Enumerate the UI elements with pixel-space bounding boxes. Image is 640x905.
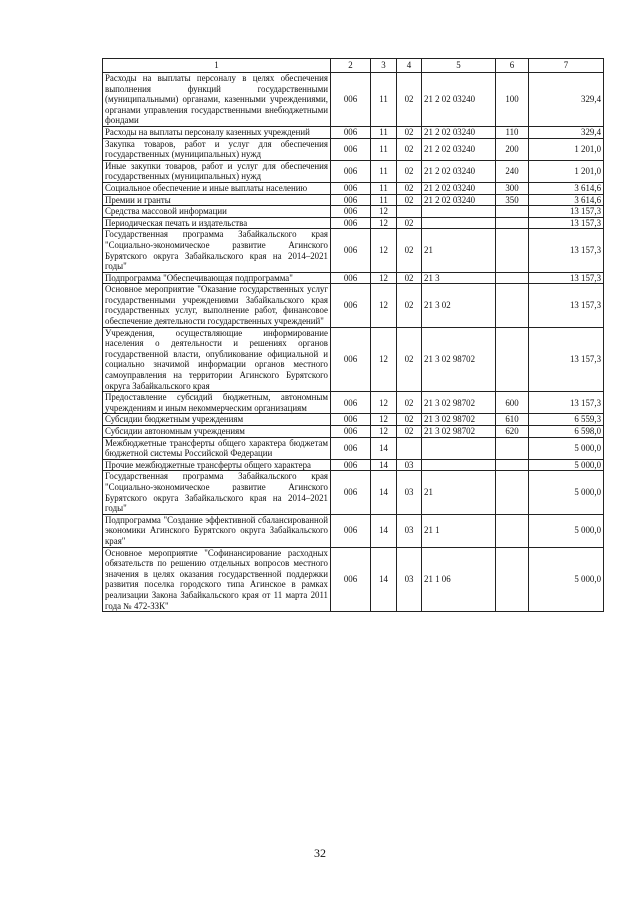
row-name-cell: Государственная программа Забайкальского края "Социально-экономическое развитие Агинского Бурятского округа Забайкальского края на 2014–2021 годы" — [103, 229, 331, 272]
section-code-cell: 12 — [371, 272, 397, 284]
amount-cell: 1 201,0 — [529, 138, 604, 160]
expense-type-cell — [496, 437, 529, 459]
ministry-code-cell: 006 — [331, 138, 371, 160]
table-row — [103, 414, 604, 426]
column-header: 6 — [496, 59, 529, 73]
subsection-code-cell — [397, 437, 422, 459]
subsection-code-cell: 03 — [397, 459, 422, 471]
row-name-cell: Основное мероприятие "Софинансирование расходных обязательств по решению отдельных вопросов местного значения в целях оказания государственной поддержки развития поселка городского типа Агинское в рамках реализации Закона Забайкальского края от 11 марта 2011 года № 472-ЗЗК" — [103, 547, 331, 612]
target-article-cell: 21 2 02 03240 — [422, 126, 496, 138]
expense-type-cell — [496, 547, 529, 612]
ministry-code-cell: 006 — [331, 284, 371, 327]
amount-cell: 13 157,3 — [529, 217, 604, 229]
expense-type-cell: 350 — [496, 194, 529, 206]
section-code-cell: 11 — [371, 138, 397, 160]
subsection-code-cell: 02 — [397, 426, 422, 438]
ministry-code-cell: 006 — [331, 160, 371, 182]
column-header: 4 — [397, 59, 422, 73]
section-code-cell: 14 — [371, 459, 397, 471]
table-row — [103, 471, 604, 514]
table-row — [103, 182, 604, 194]
row-name-cell: Предоставление субсидий бюджетным, автономным учреждениям и иным некоммерческим организациям — [103, 392, 331, 414]
table-row — [103, 426, 604, 438]
column-header: 5 — [422, 59, 496, 73]
target-article-cell — [422, 437, 496, 459]
subsection-code-cell: 02 — [397, 414, 422, 426]
expense-type-cell — [496, 514, 529, 547]
amount-cell: 6 598,0 — [529, 426, 604, 438]
amount-cell: 5 000,0 — [529, 459, 604, 471]
row-name-cell: Иные закупки товаров, работ и услуг для обеспечения государственных (муниципальных) нужд — [103, 160, 331, 182]
table-header-row — [103, 59, 604, 73]
amount-cell: 3 614,6 — [529, 194, 604, 206]
row-name-cell: Межбюджетные трансферты общего характера бюджетам бюджетной системы Российской Федерации — [103, 437, 331, 459]
ministry-code-cell: 006 — [331, 514, 371, 547]
row-name-cell: Социальное обеспечение и иные выплаты населению — [103, 182, 331, 194]
row-name-cell: Учреждения, осуществляющие информирование населения о деятельности и решениях органов государственной власти, опубликование официальной и социально значимой информации органов местного самоуправления на территории Агинского Бурятского округа Забайкальского края — [103, 327, 331, 392]
row-name-cell: Закупка товаров, работ и услуг для обеспечения государственных (муниципальных) нужд — [103, 138, 331, 160]
section-code-cell: 11 — [371, 73, 397, 127]
target-article-cell: 21 2 02 03240 — [422, 194, 496, 206]
expense-type-cell: 110 — [496, 126, 529, 138]
section-code-cell: 12 — [371, 284, 397, 327]
subsection-code-cell: 02 — [397, 138, 422, 160]
expense-type-cell — [496, 471, 529, 514]
row-name-cell: Субсидии бюджетным учреждениям — [103, 414, 331, 426]
ministry-code-cell: 006 — [331, 217, 371, 229]
target-article-cell: 21 — [422, 471, 496, 514]
subsection-code-cell: 02 — [397, 284, 422, 327]
amount-cell: 6 559,3 — [529, 414, 604, 426]
amount-cell: 329,4 — [529, 73, 604, 127]
expense-type-cell — [496, 327, 529, 392]
subsection-code-cell: 02 — [397, 217, 422, 229]
row-name-cell: Подпрограмма "Создание эффективной сбалансированной экономики Агинского Бурятского округа Забайкальского края" — [103, 514, 331, 547]
expense-type-cell — [496, 229, 529, 272]
expense-type-cell: 620 — [496, 426, 529, 438]
section-code-cell: 14 — [371, 471, 397, 514]
subsection-code-cell: 02 — [397, 126, 422, 138]
section-code-cell: 14 — [371, 514, 397, 547]
table-row — [103, 514, 604, 547]
expense-type-cell: 610 — [496, 414, 529, 426]
ministry-code-cell: 006 — [331, 437, 371, 459]
row-name-cell: Средства массовой информации — [103, 206, 331, 218]
section-code-cell: 14 — [371, 437, 397, 459]
expense-type-cell — [496, 206, 529, 218]
table-row — [103, 206, 604, 218]
target-article-cell — [422, 206, 496, 218]
row-name-cell: Подпрограмма "Обеспечивающая подпрограмма" — [103, 272, 331, 284]
target-article-cell: 21 2 02 03240 — [422, 73, 496, 127]
ministry-code-cell: 006 — [331, 392, 371, 414]
table-row — [103, 138, 604, 160]
expense-type-cell: 600 — [496, 392, 529, 414]
ministry-code-cell: 006 — [331, 459, 371, 471]
table-row — [103, 194, 604, 206]
amount-cell: 13 157,3 — [529, 392, 604, 414]
section-code-cell: 11 — [371, 160, 397, 182]
row-name-cell: Расходы на выплаты персоналу в целях обеспечения выполнения функций государственными (муниципальными) органами, казенными учреждениями, органами управления государственными внебюджетными фондами — [103, 73, 331, 127]
expense-type-cell: 200 — [496, 138, 529, 160]
target-article-cell: 21 — [422, 229, 496, 272]
amount-cell: 5 000,0 — [529, 471, 604, 514]
column-header: 2 — [331, 59, 371, 73]
expense-type-cell: 300 — [496, 182, 529, 194]
section-code-cell: 12 — [371, 206, 397, 218]
table-row — [103, 126, 604, 138]
ministry-code-cell: 006 — [331, 327, 371, 392]
section-code-cell: 12 — [371, 426, 397, 438]
target-article-cell: 21 2 02 03240 — [422, 160, 496, 182]
ministry-code-cell: 006 — [331, 229, 371, 272]
ministry-code-cell: 006 — [331, 426, 371, 438]
column-header: 3 — [371, 59, 397, 73]
section-code-cell: 12 — [371, 414, 397, 426]
amount-cell: 5 000,0 — [529, 514, 604, 547]
expense-type-cell — [496, 284, 529, 327]
row-name-cell: Премии и гранты — [103, 194, 331, 206]
amount-cell: 13 157,3 — [529, 284, 604, 327]
row-name-cell: Государственная программа Забайкальского края "Социально-экономическое развитие Агинского Бурятского округа Забайкальского края на 2014–2021 годы" — [103, 471, 331, 514]
ministry-code-cell: 006 — [331, 206, 371, 218]
amount-cell: 5 000,0 — [529, 437, 604, 459]
section-code-cell: 12 — [371, 229, 397, 272]
subsection-code-cell: 02 — [397, 160, 422, 182]
table-row — [103, 73, 604, 127]
amount-cell: 13 157,3 — [529, 229, 604, 272]
target-article-cell: 21 3 02 98702 — [422, 327, 496, 392]
subsection-code-cell: 02 — [397, 182, 422, 194]
section-code-cell: 14 — [371, 547, 397, 612]
row-name-cell: Прочие межбюджетные трансферты общего характера — [103, 459, 331, 471]
table-row — [103, 160, 604, 182]
ministry-code-cell: 006 — [331, 547, 371, 612]
subsection-code-cell: 03 — [397, 547, 422, 612]
table-row — [103, 284, 604, 327]
table-row — [103, 217, 604, 229]
expense-type-cell — [496, 217, 529, 229]
ministry-code-cell: 006 — [331, 73, 371, 127]
expense-type-cell: 100 — [496, 73, 529, 127]
ministry-code-cell: 006 — [331, 182, 371, 194]
subsection-code-cell: 02 — [397, 229, 422, 272]
amount-cell: 13 157,3 — [529, 327, 604, 392]
amount-cell: 13 157,3 — [529, 272, 604, 284]
target-article-cell — [422, 459, 496, 471]
expense-type-cell — [496, 272, 529, 284]
subsection-code-cell: 03 — [397, 514, 422, 547]
subsection-code-cell: 02 — [397, 73, 422, 127]
amount-cell: 3 614,6 — [529, 182, 604, 194]
target-article-cell: 21 3 02 98702 — [422, 426, 496, 438]
ministry-code-cell: 006 — [331, 414, 371, 426]
ministry-code-cell: 006 — [331, 126, 371, 138]
subsection-code-cell — [397, 206, 422, 218]
table-row — [103, 437, 604, 459]
table-row — [103, 327, 604, 392]
table-row — [103, 392, 604, 414]
section-code-cell: 11 — [371, 126, 397, 138]
section-code-cell: 12 — [371, 327, 397, 392]
subsection-code-cell: 03 — [397, 471, 422, 514]
amount-cell: 5 000,0 — [529, 547, 604, 612]
row-name-cell: Расходы на выплаты персоналу казенных учреждений — [103, 126, 331, 138]
row-name-cell: Субсидии автономным учреждениям — [103, 426, 331, 438]
table-row — [103, 229, 604, 272]
budget-table — [102, 58, 604, 612]
expense-type-cell — [496, 459, 529, 471]
amount-cell: 13 157,3 — [529, 206, 604, 218]
target-article-cell: 21 3 02 98702 — [422, 392, 496, 414]
subsection-code-cell: 02 — [397, 272, 422, 284]
target-article-cell: 21 3 02 — [422, 284, 496, 327]
target-article-cell: 21 2 02 03240 — [422, 138, 496, 160]
target-article-cell: 21 3 02 98702 — [422, 414, 496, 426]
table-row — [103, 272, 604, 284]
row-name-cell: Основное мероприятие "Оказание государственных услуг государственными учреждениями Забайкальского края государственных услуг, выполнение работ, финансовое обеспечение деятельности государственных учреждений" — [103, 284, 331, 327]
section-code-cell: 12 — [371, 217, 397, 229]
table-row — [103, 547, 604, 612]
column-header: 1 — [103, 59, 331, 73]
amount-cell: 329,4 — [529, 126, 604, 138]
target-article-cell — [422, 217, 496, 229]
amount-cell: 1 201,0 — [529, 160, 604, 182]
section-code-cell: 11 — [371, 182, 397, 194]
row-name-cell: Периодическая печать и издательства — [103, 217, 331, 229]
column-header: 7 — [529, 59, 604, 73]
target-article-cell: 21 1 — [422, 514, 496, 547]
table-row — [103, 459, 604, 471]
subsection-code-cell: 02 — [397, 194, 422, 206]
section-code-cell: 12 — [371, 392, 397, 414]
subsection-code-cell: 02 — [397, 392, 422, 414]
target-article-cell: 21 2 02 03240 — [422, 182, 496, 194]
ministry-code-cell: 006 — [331, 471, 371, 514]
expense-type-cell: 240 — [496, 160, 529, 182]
target-article-cell: 21 3 — [422, 272, 496, 284]
section-code-cell: 11 — [371, 194, 397, 206]
ministry-code-cell: 006 — [331, 194, 371, 206]
ministry-code-cell: 006 — [331, 272, 371, 284]
page-number: 32 — [314, 846, 326, 860]
target-article-cell: 21 1 06 — [422, 547, 496, 612]
subsection-code-cell: 02 — [397, 327, 422, 392]
